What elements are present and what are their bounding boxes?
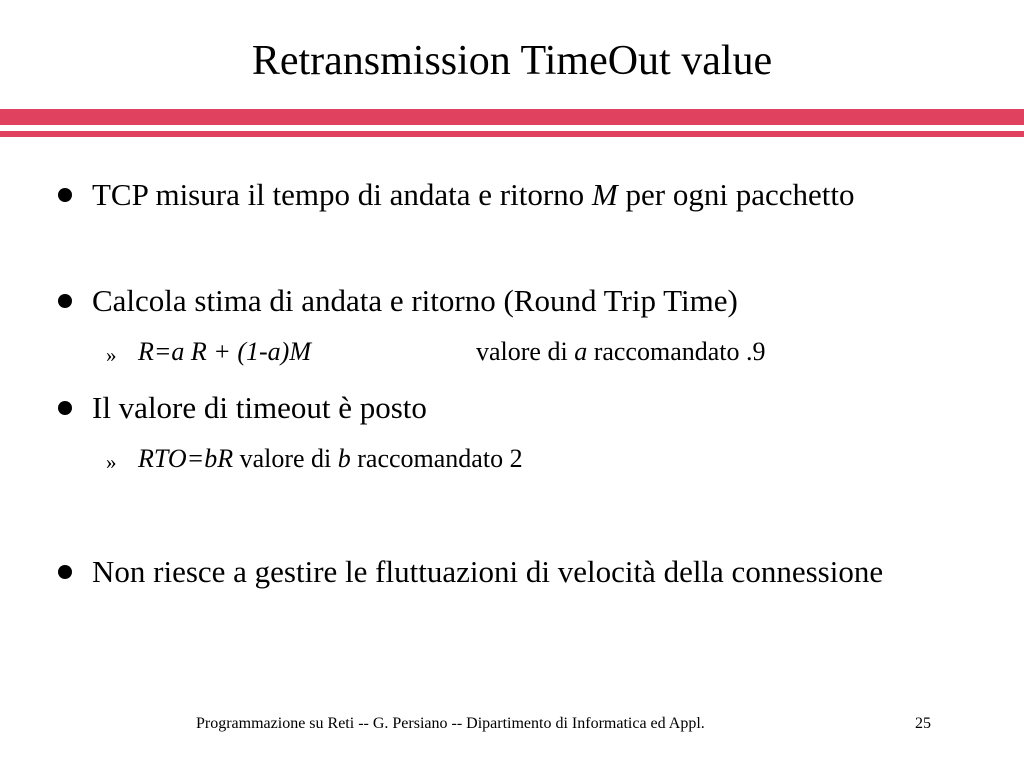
bullet-dot (58, 294, 72, 308)
bullet-dot (58, 565, 72, 579)
rtt-formula: R=a R + (1-a)M (138, 337, 311, 366)
sub-2-note-variable: b (337, 444, 351, 473)
bullet-1-text-end: per ogni pacchetto (617, 177, 855, 212)
bullet-item-2: Calcola stima di andata e ritorno (Round Trip Time) (92, 283, 738, 318)
footer-text: Programmazione su Reti -- G. Persiano -- Dipartimento di Informatica ed Appl. (196, 715, 705, 732)
bullet-item-3: Il valore di timeout è posto (92, 390, 427, 425)
slide-title: Retransmission TimeOut value (251, 38, 773, 84)
sub-2-note-start: valore di (233, 444, 338, 473)
sub-1-note-end: raccomandato .9 (587, 337, 766, 366)
rto-formula: RTO=bR (138, 444, 234, 473)
sub-item-marker: » (106, 450, 117, 474)
page-number: 25 (915, 715, 931, 732)
sub-item-marker: » (106, 343, 117, 367)
bullet-1-text-start: TCP misura il tempo di andata e ritorno (92, 177, 592, 212)
sub-1-note-start: valore di (476, 337, 575, 366)
sub-item-1 (138, 336, 766, 368)
bullet-item-4: Non riesce a gestire le fluttuazioni di velocità della connessione (92, 554, 884, 589)
sub-item-2 (138, 443, 523, 475)
bullet-1-variable: M (591, 177, 618, 212)
bullet-dot (58, 401, 72, 415)
title-rule-thin (0, 131, 1024, 137)
bullet-dot (58, 188, 72, 202)
title-rule-thick (0, 109, 1024, 125)
sub-1-note-variable: a (574, 337, 588, 366)
bullet-item-1 (92, 172, 972, 217)
sub-2-note-end: raccomandato 2 (350, 444, 523, 473)
